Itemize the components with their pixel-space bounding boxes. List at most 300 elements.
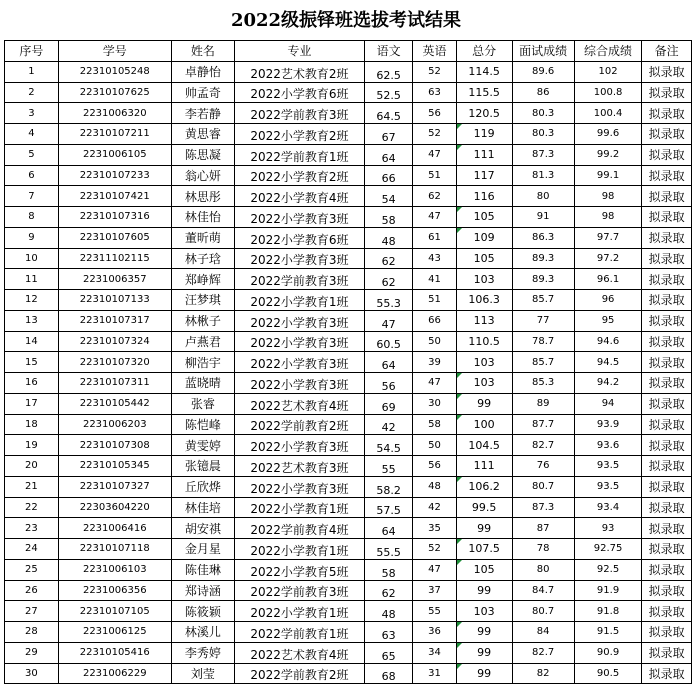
- major-cell: 2022艺术教育4班: [235, 642, 365, 663]
- name-cell: 胡安祺: [171, 518, 234, 539]
- interview-score-cell: 85.7: [512, 352, 574, 373]
- seq-cell: 13: [5, 310, 59, 331]
- remark-cell: 拟录取: [642, 61, 692, 82]
- english-score-cell: 58: [413, 414, 456, 435]
- remark-cell: 拟录取: [642, 642, 692, 663]
- composite-score-cell: 102: [574, 61, 642, 82]
- interview-score-cell: 80.3: [512, 124, 574, 145]
- major-cell: 2022小学教育4班: [235, 186, 365, 207]
- name-cell: 翁心妍: [171, 165, 234, 186]
- name-cell: 刘莹: [171, 663, 234, 684]
- english-score-cell: 52: [413, 539, 456, 560]
- interview-score-cell: 80: [512, 559, 574, 580]
- interview-score-cell: 82.7: [512, 435, 574, 456]
- seq-cell: 6: [5, 165, 59, 186]
- student-id-cell: 22310107317: [58, 310, 171, 331]
- table-row: [5, 518, 692, 539]
- table-row: [5, 269, 692, 290]
- chinese-score-cell: 67: [364, 124, 413, 145]
- header-major: 专业: [235, 41, 365, 62]
- remark-cell: 拟录取: [642, 559, 692, 580]
- major-cell: 2022小学教育3班: [235, 373, 365, 394]
- seq-cell: 26: [5, 580, 59, 601]
- table-row: [5, 435, 692, 456]
- total-score-cell: 111: [456, 456, 512, 477]
- chinese-score-cell: 64.5: [364, 103, 413, 124]
- total-score-text: 105: [473, 210, 495, 224]
- composite-score-cell: 99.1: [574, 165, 642, 186]
- interview-score-cell: 82.7: [512, 642, 574, 663]
- interview-score-cell: 87.7: [512, 414, 574, 435]
- remark-cell: 拟录取: [642, 352, 692, 373]
- seq-cell: 18: [5, 414, 59, 435]
- interview-score-cell: 87.3: [512, 497, 574, 518]
- english-score-cell: 55: [413, 601, 456, 622]
- total-score-text: 99: [477, 646, 492, 660]
- composite-score-cell: 93: [574, 518, 642, 539]
- table-row: [5, 331, 692, 352]
- total-score-cell: 99: [456, 518, 512, 539]
- major-cell: 2022小学教育3班: [235, 207, 365, 228]
- name-cell: 蓝晓晴: [171, 373, 234, 394]
- table-row: [5, 290, 692, 311]
- interview-score-cell: 85.7: [512, 290, 574, 311]
- major-cell: 2022小学教育1班: [235, 539, 365, 560]
- interview-score-cell: 82: [512, 663, 574, 684]
- interview-score-cell: 80: [512, 186, 574, 207]
- composite-score-cell: 96: [574, 290, 642, 311]
- major-cell: 2022小学教育2班: [235, 124, 365, 145]
- seq-cell: 8: [5, 207, 59, 228]
- chinese-score-cell: 64: [364, 518, 413, 539]
- interview-score-cell: 89.6: [512, 61, 574, 82]
- total-score-text: 106.2: [468, 480, 500, 494]
- student-id-cell: 22310107327: [58, 476, 171, 497]
- composite-score-cell: 93.9: [574, 414, 642, 435]
- name-cell: 金月星: [171, 539, 234, 560]
- student-id-cell: 2231006320: [58, 103, 171, 124]
- major-cell: 2022学前教育1班: [235, 144, 365, 165]
- error-flag-marker: [457, 373, 462, 378]
- english-score-cell: 51: [413, 290, 456, 311]
- composite-score-cell: 93.6: [574, 435, 642, 456]
- student-id-cell: 22310107324: [58, 331, 171, 352]
- major-cell: 2022小学教育2班: [235, 165, 365, 186]
- name-cell: 林楸子: [171, 310, 234, 331]
- total-score-cell: 105: [456, 248, 512, 269]
- major-cell: 2022小学教育3班: [235, 248, 365, 269]
- seq-cell: 17: [5, 393, 59, 414]
- chinese-score-cell: 52.5: [364, 82, 413, 103]
- english-score-cell: 47: [413, 373, 456, 394]
- total-score-cell: [456, 539, 512, 560]
- composite-score-cell: 100.4: [574, 103, 642, 124]
- remark-cell: 拟录取: [642, 331, 692, 352]
- table-row: [5, 82, 692, 103]
- interview-score-cell: 89.3: [512, 269, 574, 290]
- major-cell: 2022小学教育3班: [235, 331, 365, 352]
- total-score-cell: 99.5: [456, 497, 512, 518]
- error-flag-marker: [457, 643, 462, 648]
- major-cell: 2022学前教育4班: [235, 518, 365, 539]
- composite-score-cell: 93.5: [574, 456, 642, 477]
- name-cell: 丘欣烨: [171, 476, 234, 497]
- table-row: [5, 642, 692, 663]
- remark-cell: 拟录取: [642, 456, 692, 477]
- interview-score-cell: 89.3: [512, 248, 574, 269]
- student-id-cell: 22310107605: [58, 227, 171, 248]
- header-interview: 面试成绩: [512, 41, 574, 62]
- table-row: [5, 248, 692, 269]
- page-title: 2022级振铎班选拔考试结果: [230, 10, 462, 31]
- composite-score-cell: 90.5: [574, 663, 642, 684]
- error-flag-marker: [457, 477, 462, 482]
- table-row: [5, 144, 692, 165]
- total-score-text: 109: [473, 231, 495, 245]
- total-score-cell: [456, 207, 512, 228]
- total-score-cell: 115.5: [456, 82, 512, 103]
- remark-cell: 拟录取: [642, 124, 692, 145]
- total-score-cell: [456, 227, 512, 248]
- major-cell: 2022艺术教育2班: [235, 61, 365, 82]
- seq-cell: 14: [5, 331, 59, 352]
- name-cell: 卓静怡: [171, 61, 234, 82]
- major-cell: 2022学前教育3班: [235, 269, 365, 290]
- remark-cell: 拟录取: [642, 373, 692, 394]
- error-flag-marker: [457, 560, 462, 565]
- remark-cell: 拟录取: [642, 269, 692, 290]
- composite-score-cell: 94.2: [574, 373, 642, 394]
- total-score-cell: [456, 622, 512, 643]
- seq-cell: 27: [5, 601, 59, 622]
- student-id-cell: 2231006103: [58, 559, 171, 580]
- chinese-score-cell: 48: [364, 601, 413, 622]
- remark-cell: 拟录取: [642, 186, 692, 207]
- chinese-score-cell: 68: [364, 663, 413, 684]
- interview-score-cell: 78.7: [512, 331, 574, 352]
- error-flag-marker: [457, 664, 462, 669]
- remark-cell: 拟录取: [642, 601, 692, 622]
- english-score-cell: 50: [413, 435, 456, 456]
- remark-cell: 拟录取: [642, 248, 692, 269]
- english-score-cell: 50: [413, 331, 456, 352]
- english-score-cell: 34: [413, 642, 456, 663]
- name-cell: 陈佳琳: [171, 559, 234, 580]
- total-score-cell: [456, 373, 512, 394]
- total-score-cell: 106.3: [456, 290, 512, 311]
- total-score-text: 119: [473, 127, 495, 141]
- chinese-score-cell: 62: [364, 248, 413, 269]
- name-cell: 林思彤: [171, 186, 234, 207]
- interview-score-cell: 91: [512, 207, 574, 228]
- student-id-cell: 22310107118: [58, 539, 171, 560]
- composite-score-cell: 97.2: [574, 248, 642, 269]
- composite-score-cell: 91.9: [574, 580, 642, 601]
- english-score-cell: 41: [413, 269, 456, 290]
- table-row: [5, 497, 692, 518]
- name-cell: 柳浩宇: [171, 352, 234, 373]
- header-seq: 序号: [5, 41, 59, 62]
- table-row: [5, 663, 692, 684]
- chinese-score-cell: 55: [364, 456, 413, 477]
- english-score-cell: 37: [413, 580, 456, 601]
- interview-score-cell: 87: [512, 518, 574, 539]
- table-row: [5, 124, 692, 145]
- chinese-score-cell: 64: [364, 352, 413, 373]
- total-score-cell: [456, 642, 512, 663]
- total-score-text: 107.5: [468, 542, 500, 556]
- header-english: 英语: [413, 41, 456, 62]
- seq-cell: 22: [5, 497, 59, 518]
- error-flag-marker: [457, 207, 462, 212]
- error-flag-marker: [457, 124, 462, 129]
- composite-score-cell: 93.5: [574, 476, 642, 497]
- total-score-cell: 103: [456, 352, 512, 373]
- remark-cell: 拟录取: [642, 144, 692, 165]
- name-cell: 林佳怡: [171, 207, 234, 228]
- chinese-score-cell: 54.5: [364, 435, 413, 456]
- name-cell: 帅孟奇: [171, 82, 234, 103]
- interview-score-cell: 84.7: [512, 580, 574, 601]
- student-id-cell: 22310105248: [58, 61, 171, 82]
- remark-cell: 拟录取: [642, 207, 692, 228]
- total-score-cell: 103: [456, 601, 512, 622]
- chinese-score-cell: 60.5: [364, 331, 413, 352]
- remark-cell: 拟录取: [642, 393, 692, 414]
- major-cell: 2022小学教育6班: [235, 82, 365, 103]
- composite-score-cell: 99.2: [574, 144, 642, 165]
- chinese-score-cell: 54: [364, 186, 413, 207]
- seq-cell: 20: [5, 456, 59, 477]
- chinese-score-cell: 62: [364, 580, 413, 601]
- major-cell: 2022小学教育1班: [235, 601, 365, 622]
- remark-cell: 拟录取: [642, 518, 692, 539]
- major-cell: 2022小学教育6班: [235, 227, 365, 248]
- student-id-cell: 22303604220: [58, 497, 171, 518]
- seq-cell: 3: [5, 103, 59, 124]
- total-score-cell: [456, 393, 512, 414]
- student-id-cell: 22310107133: [58, 290, 171, 311]
- name-cell: 卢燕君: [171, 331, 234, 352]
- seq-cell: 15: [5, 352, 59, 373]
- name-cell: 黄雯婷: [171, 435, 234, 456]
- table-row: [5, 476, 692, 497]
- total-score-cell: 116: [456, 186, 512, 207]
- remark-cell: 拟录取: [642, 476, 692, 497]
- total-score-text: 99: [477, 666, 492, 680]
- seq-cell: 11: [5, 269, 59, 290]
- english-score-cell: 56: [413, 103, 456, 124]
- interview-score-cell: 84: [512, 622, 574, 643]
- student-id-cell: 22310107311: [58, 373, 171, 394]
- seq-cell: 12: [5, 290, 59, 311]
- interview-score-cell: 76: [512, 456, 574, 477]
- total-score-text: 105: [473, 563, 495, 577]
- name-cell: 林子琀: [171, 248, 234, 269]
- error-flag-marker: [457, 228, 462, 233]
- chinese-score-cell: 47: [364, 310, 413, 331]
- major-cell: 2022小学教育5班: [235, 559, 365, 580]
- table-row: [5, 207, 692, 228]
- name-cell: 董昕萌: [171, 227, 234, 248]
- student-id-cell: 22310107316: [58, 207, 171, 228]
- interview-score-cell: 89: [512, 393, 574, 414]
- remark-cell: 拟录取: [642, 310, 692, 331]
- chinese-score-cell: 63: [364, 622, 413, 643]
- chinese-score-cell: 69: [364, 393, 413, 414]
- table-row: [5, 352, 692, 373]
- table-row: [5, 559, 692, 580]
- composite-score-cell: 94.6: [574, 331, 642, 352]
- name-cell: 李若静: [171, 103, 234, 124]
- chinese-score-cell: 48: [364, 227, 413, 248]
- major-cell: 2022小学教育1班: [235, 290, 365, 311]
- remark-cell: 拟录取: [642, 622, 692, 643]
- student-id-cell: 22310107105: [58, 601, 171, 622]
- seq-cell: 23: [5, 518, 59, 539]
- english-score-cell: 48: [413, 476, 456, 497]
- seq-cell: 16: [5, 373, 59, 394]
- table-row: [5, 227, 692, 248]
- remark-cell: 拟录取: [642, 435, 692, 456]
- major-cell: 2022小学教育3班: [235, 435, 365, 456]
- remark-cell: 拟录取: [642, 497, 692, 518]
- results-table: [4, 40, 692, 684]
- chinese-score-cell: 56: [364, 373, 413, 394]
- composite-score-cell: 91.5: [574, 622, 642, 643]
- composite-score-cell: 93.4: [574, 497, 642, 518]
- chinese-score-cell: 58: [364, 559, 413, 580]
- english-score-cell: 42: [413, 497, 456, 518]
- composite-score-cell: 97.7: [574, 227, 642, 248]
- table-row: [5, 601, 692, 622]
- total-score-cell: [456, 124, 512, 145]
- composite-score-cell: 98: [574, 207, 642, 228]
- english-score-cell: 30: [413, 393, 456, 414]
- chinese-score-cell: 58.2: [364, 476, 413, 497]
- english-score-cell: 47: [413, 207, 456, 228]
- total-score-cell: [456, 476, 512, 497]
- english-score-cell: 62: [413, 186, 456, 207]
- chinese-score-cell: 62: [364, 269, 413, 290]
- name-cell: 张睿: [171, 393, 234, 414]
- composite-score-cell: 96.1: [574, 269, 642, 290]
- name-cell: 汪梦琪: [171, 290, 234, 311]
- student-id-cell: 22310107421: [58, 186, 171, 207]
- seq-cell: 2: [5, 82, 59, 103]
- error-flag-marker: [457, 415, 462, 420]
- remark-cell: 拟录取: [642, 227, 692, 248]
- english-score-cell: 52: [413, 61, 456, 82]
- error-flag-marker: [457, 145, 462, 150]
- seq-cell: 24: [5, 539, 59, 560]
- student-id-cell: 22310105442: [58, 393, 171, 414]
- total-score-text: 111: [473, 148, 495, 162]
- student-id-cell: 2231006416: [58, 518, 171, 539]
- header-student-id: 学号: [58, 41, 171, 62]
- major-cell: 2022学前教育3班: [235, 580, 365, 601]
- major-cell: 2022小学教育3班: [235, 352, 365, 373]
- table-row: [5, 414, 692, 435]
- table-row: [5, 103, 692, 124]
- total-score-text: 103: [473, 376, 495, 390]
- remark-cell: 拟录取: [642, 165, 692, 186]
- seq-cell: 7: [5, 186, 59, 207]
- composite-score-cell: 94.5: [574, 352, 642, 373]
- total-score-cell: [456, 663, 512, 684]
- chinese-score-cell: 64: [364, 144, 413, 165]
- english-score-cell: 39: [413, 352, 456, 373]
- english-score-cell: 47: [413, 144, 456, 165]
- composite-score-cell: 95: [574, 310, 642, 331]
- student-id-cell: 22310105416: [58, 642, 171, 663]
- english-score-cell: 31: [413, 663, 456, 684]
- remark-cell: 拟录取: [642, 539, 692, 560]
- table-row: [5, 580, 692, 601]
- table-row: [5, 539, 692, 560]
- student-id-cell: 22310107308: [58, 435, 171, 456]
- interview-score-cell: 86: [512, 82, 574, 103]
- major-cell: 2022学前教育1班: [235, 622, 365, 643]
- remark-cell: 拟录取: [642, 663, 692, 684]
- name-cell: 郑峥辉: [171, 269, 234, 290]
- name-cell: 林佳培: [171, 497, 234, 518]
- student-id-cell: 22311102115: [58, 248, 171, 269]
- seq-cell: 25: [5, 559, 59, 580]
- interview-score-cell: 87.3: [512, 144, 574, 165]
- seq-cell: 28: [5, 622, 59, 643]
- name-cell: 陈筱颖: [171, 601, 234, 622]
- table-row: [5, 622, 692, 643]
- total-score-cell: 104.5: [456, 435, 512, 456]
- composite-score-cell: 92.5: [574, 559, 642, 580]
- name-cell: 郑诗涵: [171, 580, 234, 601]
- table-row: [5, 61, 692, 82]
- student-id-cell: 2231006357: [58, 269, 171, 290]
- table-row: [5, 456, 692, 477]
- interview-score-cell: 80.7: [512, 476, 574, 497]
- major-cell: 2022学前教育2班: [235, 414, 365, 435]
- student-id-cell: 22310107320: [58, 352, 171, 373]
- seq-cell: 10: [5, 248, 59, 269]
- seq-cell: 4: [5, 124, 59, 145]
- header-row: [5, 41, 692, 62]
- name-cell: 张镱晨: [171, 456, 234, 477]
- student-id-cell: 22310107625: [58, 82, 171, 103]
- remark-cell: 拟录取: [642, 103, 692, 124]
- table-row: [5, 186, 692, 207]
- student-id-cell: 22310105345: [58, 456, 171, 477]
- seq-cell: 1: [5, 61, 59, 82]
- total-score-cell: 103: [456, 269, 512, 290]
- major-cell: 2022学前教育2班: [235, 663, 365, 684]
- student-id-cell: 2231006105: [58, 144, 171, 165]
- seq-cell: 5: [5, 144, 59, 165]
- error-flag-marker: [457, 394, 462, 399]
- seq-cell: 29: [5, 642, 59, 663]
- seq-cell: 9: [5, 227, 59, 248]
- chinese-score-cell: 66: [364, 165, 413, 186]
- major-cell: 2022艺术教育4班: [235, 393, 365, 414]
- major-cell: 2022小学教育3班: [235, 476, 365, 497]
- student-id-cell: 2231006125: [58, 622, 171, 643]
- student-id-cell: 2231006203: [58, 414, 171, 435]
- interview-score-cell: 85.3: [512, 373, 574, 394]
- interview-score-cell: 78: [512, 539, 574, 560]
- chinese-score-cell: 65: [364, 642, 413, 663]
- header-name: 姓名: [171, 41, 234, 62]
- seq-cell: 21: [5, 476, 59, 497]
